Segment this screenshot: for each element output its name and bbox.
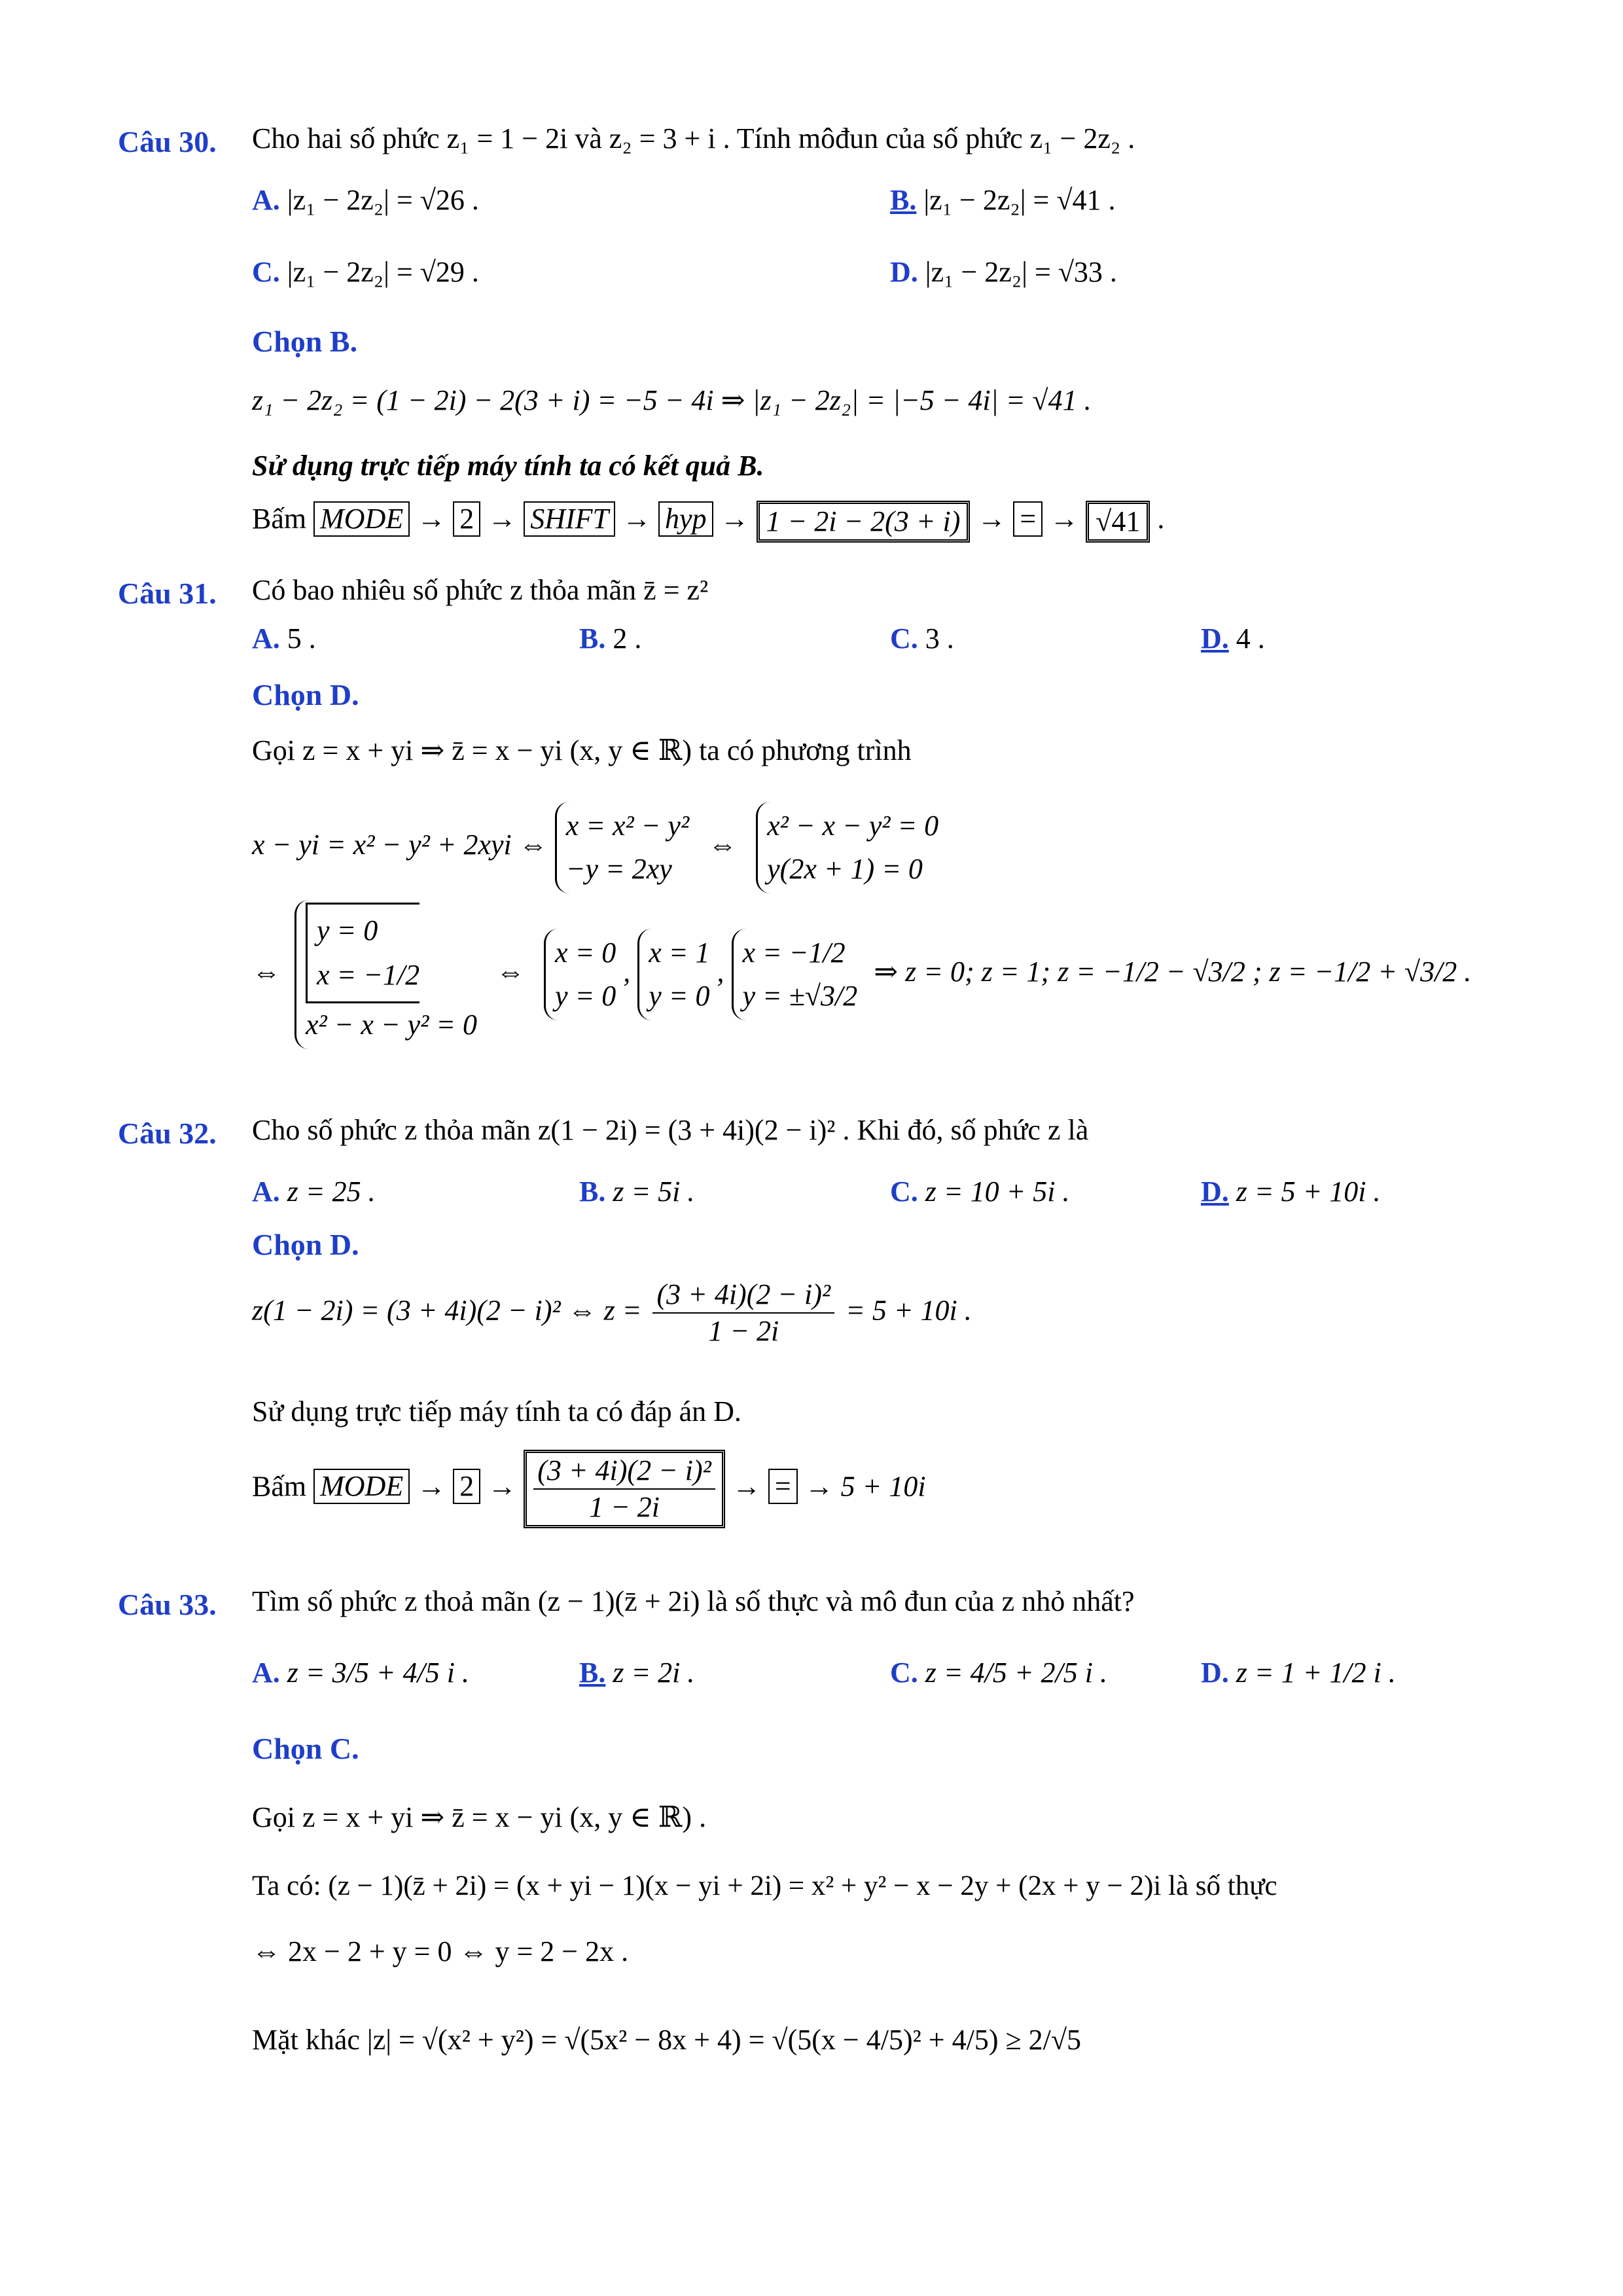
q31-option-d-text: 4 . [1236, 622, 1265, 655]
q32-calc-prefix: Bấm [252, 1470, 307, 1503]
q32-option-a-text: z = 25 . [287, 1175, 376, 1208]
question-31-stem: Có bao nhiêu số phức z thỏa mãn z̄ = z² [252, 574, 709, 606]
q32-eq-denominator: 1 − 2i [708, 1315, 779, 1348]
calc-result: 5 + 10i [840, 1470, 926, 1503]
q31-option-c-text: 3 . [925, 622, 954, 655]
calc-fraction-denominator: 1 − 2i [589, 1491, 660, 1524]
q30-option-a-letter: A. [252, 184, 280, 216]
q30-calc-prefix: Bấm [252, 503, 307, 535]
q33-line3: ⇔ 2x − 2 + y = 0 ⇔ y = 2 − 2x . [252, 1935, 629, 1967]
q31-eq-left: x − yi = x² − y² + 2xyi ⇔ [252, 829, 548, 861]
q31-option-c-letter: C. [890, 622, 918, 655]
key-mode: MODE [313, 501, 410, 537]
q31-option-d[interactable] [1201, 622, 1265, 655]
q32-option-c-letter: C. [890, 1175, 918, 1208]
q30-option-d-letter: D. [890, 256, 918, 288]
arrow-icon: → [488, 1470, 517, 1503]
q31-sol-2 [637, 929, 709, 1020]
q30-option-a[interactable] [252, 183, 479, 217]
q31-bracket [306, 903, 419, 1003]
q32-option-d-letter: D. [1201, 1175, 1229, 1208]
q30-answer: Chọn B. [252, 325, 358, 358]
q31-sol-1-y: y = 0 [555, 980, 616, 1013]
q31-sol-3 [732, 929, 858, 1020]
q31-sol-1 [544, 929, 616, 1020]
q31-option-a[interactable] [252, 622, 316, 655]
q32-option-c[interactable] [890, 1175, 1070, 1208]
calc-fraction-numerator: (3 + 4i)(2 − i)² [533, 1456, 715, 1490]
q31-system-2-eq2: y(2x + 1) = 0 [767, 853, 923, 885]
q33-option-c-text: z = 4/5 + 2/5 i . [925, 1657, 1107, 1689]
arrow-icon: → [732, 1470, 761, 1503]
q31-sol-3-x: x = −1/2 [742, 937, 846, 969]
q33-option-b-text: z = 2i . [613, 1657, 695, 1689]
q31-option-a-text: 5 . [287, 622, 316, 655]
q31-equiv-3: ⇔ [496, 956, 526, 988]
q32-option-b-letter: B. [579, 1175, 606, 1208]
q32-option-c-text: z = 10 + 5i . [925, 1175, 1070, 1208]
q31-line1: Gọi z = x + yi ⇒ z̄ = x − yi (x, y ∈ ℝ) ta có phương trình [252, 734, 912, 766]
q32-option-d-text: z = 5 + 10i . [1236, 1175, 1381, 1208]
q33-option-d-letter: D. [1201, 1657, 1229, 1689]
q32-eq-rhs: = 5 + 10i . [846, 1294, 972, 1327]
q30-option-c-letter: C. [252, 256, 280, 288]
question-30-label: Câu 30. [118, 125, 217, 158]
key-hyp: hyp [658, 501, 713, 537]
q33-line4: Mặt khác |z| = √(x² + y²) = √(5x² − 8x + 4) = √(5(x − 4/5)² + 4/5) ≥ 2/√5 [252, 2024, 1081, 2056]
q31-sol-2-y: y = 0 [649, 980, 710, 1013]
calc-expression: 1 − 2i − 2(3 + i) [757, 501, 971, 543]
calc-result: √41 [1086, 501, 1150, 543]
q30-option-a-text: |z₁ − 2z₂| = √26 . [287, 184, 479, 216]
q31-sol-1-x: x = 0 [555, 937, 616, 969]
q33-line1: Gọi z = x + yi ⇒ z̄ = x − yi (x, y ∈ ℝ) . [252, 1801, 707, 1833]
q31-bracket-2: x = −1/2 [317, 959, 420, 992]
q31-bracket-3: x² − x − y² = 0 [306, 1009, 478, 1041]
q31-system-1 [555, 802, 689, 893]
q31-option-b[interactable] [579, 622, 641, 655]
arrow-icon: → [622, 503, 651, 535]
q33-option-c-letter: C. [890, 1657, 918, 1689]
q30-option-c-text: |z₁ − 2z₂| = √29 . [287, 256, 479, 288]
arrow-icon: → [720, 503, 749, 535]
q32-option-a-letter: A. [252, 1175, 280, 1208]
q31-solutions-row: ⇔ y = 0 x = −1/2 x² − x − y² = 0 ⇔ x = 0 y = 0 , x = 1 y = 0 , x = −1/2 y = ±√3/2 ⇒ z = 0; z = 1; z = −1/2 − √3/2 ; z = −1/2 + √3/2 . [252, 900, 1471, 1049]
q32-answer: Chọn D. [252, 1228, 359, 1261]
question-33-stem: Tìm số phức z thoả mãn (z − 1)(z̄ + 2i) là số thực và mô đun của z nhỏ nhất? [252, 1585, 1135, 1617]
key-mode: MODE [313, 1469, 410, 1504]
key-2: 2 [453, 1469, 480, 1504]
q32-equation [252, 1280, 972, 1346]
question-31-label: Câu 31. [118, 577, 217, 610]
q30-option-c[interactable] [252, 255, 479, 289]
q32-option-a[interactable] [252, 1175, 376, 1208]
arrow-icon: → [488, 503, 517, 535]
q30-option-b[interactable] [890, 183, 1116, 217]
q33-option-a-letter: A. [252, 1657, 280, 1689]
q33-option-b[interactable] [579, 1656, 694, 1689]
q31-answer: Chọn D. [252, 678, 359, 711]
q31-system-1-eq1: x = x² − y² [565, 810, 690, 842]
q30-calc-heading: Sử dụng trực tiếp máy tính ta có kết quả B. [252, 450, 764, 482]
arrow-icon: → [804, 1470, 834, 1503]
arrow-icon: → [1050, 503, 1079, 535]
q30-calc-sequence: Bấm MODE → 2 → SHIFT → hyp → 1 − 2i − 2(3 + i) → = → √41 . [252, 501, 1164, 543]
arrow-icon: → [977, 503, 1007, 535]
calc-fraction-box [524, 1450, 725, 1528]
q33-option-a-text: z = 3/5 + 4/5 i . [287, 1657, 469, 1689]
q33-option-a[interactable] [252, 1656, 469, 1689]
key-2: 2 [453, 501, 480, 537]
q31-option-b-text: 2 . [613, 622, 642, 655]
q33-option-c[interactable] [890, 1656, 1107, 1689]
q30-option-b-letter: B. [890, 184, 917, 216]
q32-eq-fraction [652, 1280, 834, 1346]
q33-option-d[interactable] [1201, 1656, 1396, 1689]
q31-option-d-letter: D. [1201, 622, 1229, 655]
q32-eq-lhs: z(1 − 2i) = (3 + 4i)(2 − i)² ⇔ z = [252, 1294, 642, 1327]
q30-option-b-text: |z₁ − 2z₂| = √41 . [923, 184, 1116, 216]
q33-option-d-text: z = 1 + 1/2 i . [1236, 1657, 1396, 1689]
q31-system-2 [756, 802, 938, 893]
q31-sol-2-x: x = 1 [649, 937, 710, 969]
arrow-icon: → [417, 503, 446, 535]
q31-system-row [252, 802, 938, 893]
q31-sol-3-y: y = ±√3/2 [742, 980, 858, 1013]
q30-option-d[interactable] [890, 255, 1117, 289]
q30-option-d-text: |z₁ − 2z₂| = √33 . [925, 256, 1117, 288]
q31-bracket-1: y = 0 [317, 914, 378, 946]
q31-system-2-eq1: x² − x − y² = 0 [767, 810, 939, 842]
q31-system-1-eq2: −y = 2xy [565, 853, 672, 885]
q32-option-b[interactable] [579, 1175, 694, 1208]
question-32-label: Câu 32. [118, 1117, 217, 1150]
q33-answer: Chọn C. [252, 1732, 359, 1765]
q32-calc-heading: Sử dụng trực tiếp máy tính ta có đáp án D. [252, 1395, 741, 1427]
q33-option-b-letter: B. [579, 1657, 606, 1689]
arrow-icon: → [417, 1470, 446, 1503]
q33-line2: Ta có: (z − 1)(z̄ + 2i) = (x + yi − 1)(x − yi + 2i) = x² + y² − x − 2y + (2x + y − 2)i là số thực [252, 1871, 1277, 1901]
q31-result: ⇒ z = 0; z = 1; z = −1/2 − √3/2 ; z = −1/2 + √3/2 . [874, 956, 1472, 988]
q31-option-c[interactable] [890, 622, 954, 655]
q31-equiv-2: ⇔ [252, 956, 281, 988]
q32-calc-sequence [252, 1450, 926, 1528]
q31-big-system [294, 900, 477, 1049]
question-33-label: Câu 33. [118, 1588, 217, 1621]
key-shift: SHIFT [524, 501, 615, 537]
q32-option-d[interactable] [1201, 1175, 1381, 1208]
q32-option-b-text: z = 5i . [613, 1175, 695, 1208]
q30-solution: z₁ − 2z₂ = (1 − 2i) − 2(3 + i) = −5 − 4i ⇒ |z₁ − 2z₂| = |−5 − 4i| = √41 . [252, 384, 1092, 416]
q31-option-a-letter: A. [252, 622, 280, 655]
q31-option-b-letter: B. [579, 622, 606, 655]
q31-equiv: ⇔ [708, 829, 738, 861]
q32-eq-numerator: (3 + 4i)(2 − i)² [652, 1280, 834, 1314]
question-30-stem: Cho hai số phức z₁ = 1 − 2i và z₂ = 3 + i . Tính môđun của số phức z₁ − 2z₂ . [252, 122, 1135, 154]
key-equals: = [1013, 501, 1043, 537]
question-32-stem: Cho số phức z thỏa mãn z(1 − 2i) = (3 + 4i)(2 − i)² . Khi đó, số phức z là [252, 1114, 1089, 1146]
key-equals: = [768, 1469, 798, 1504]
